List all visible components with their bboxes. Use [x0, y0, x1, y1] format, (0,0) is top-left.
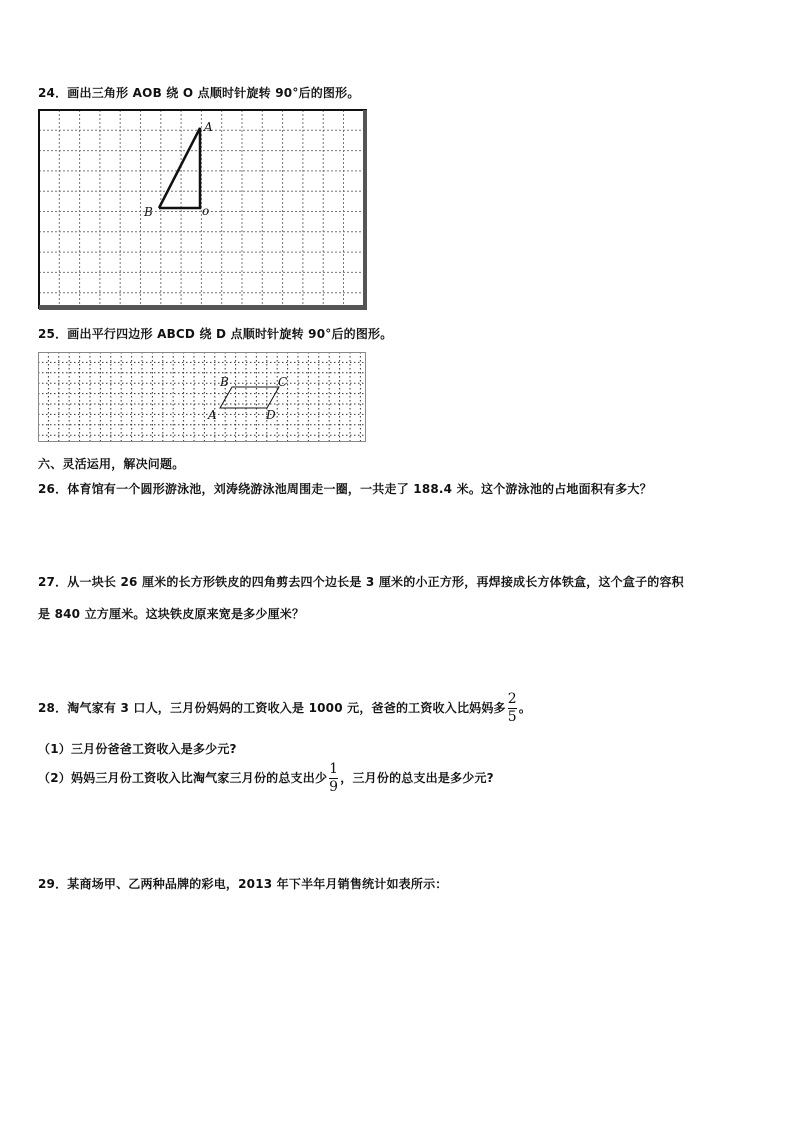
q28-text-after: 。 [518, 701, 532, 715]
q24-text: 24．画出三角形 AOB 绕 O 点顺时针旋转 90°后的图形。 [38, 86, 360, 100]
q24-label-o: o [202, 204, 210, 218]
q29-text: 29．某商场甲、乙两种品牌的彩电，2013 年下半年月销售统计如表所示： [38, 877, 448, 891]
q28-fraction [508, 692, 517, 725]
q27-text-line2: 是 840 立方厘米。这块铁皮原来宽是多少厘米？ [38, 607, 305, 621]
q24-label-a: A [204, 120, 213, 134]
q25-parallelogram-abcd [220, 387, 279, 408]
q25-grid-lines [38, 352, 365, 441]
q28-sub2 [38, 762, 494, 795]
q24-label-b: B [144, 205, 153, 219]
q25-text: 25．画出平行四边形 ABCD 绕 D 点顺时针旋转 90°后的图形。 [38, 327, 393, 341]
q28-frac-den: 5 [507, 709, 517, 725]
q28-sub2-frac-num: 1 [329, 761, 339, 777]
q24-grid-shadow-bottom [39, 305, 367, 310]
q25-label-d: D [266, 408, 276, 422]
q24-triangle-aob [159, 128, 200, 208]
q26-text: 26．体育馆有一个圆形游泳池，刘涛绕游泳池周围走一圈，一共走了 188.4 米。这个游泳池的占地面积有多大？ [38, 482, 652, 496]
q28-sub2-before: （2）妈妈三月份工资收入比淘气家三月份的总支出少 [38, 771, 328, 785]
q28-frac-num: 2 [507, 691, 517, 707]
q27-text-line1: 27．从一块长 26 厘米的长方形铁皮的四角剪去四个边长是 3 厘米的小正方形，再焊接成长方体铁盒，这个盒子的容积 [38, 575, 684, 589]
q25-label-b: B [220, 375, 229, 389]
q25-label-c: C [278, 375, 288, 389]
q24-grid-figure [37, 108, 371, 314]
q25-grid-figure [38, 352, 368, 444]
q28-sub2-fraction [329, 762, 338, 795]
q25-label-a: A [208, 408, 217, 422]
q28-text [38, 692, 531, 725]
q28-sub2-frac-den: 9 [329, 779, 339, 795]
q28-text-before: 28．淘气家有 3 口人，三月份妈妈的工资收入是 1000 元，爸爸的工资收入比妈妈多 [38, 701, 506, 715]
q25-grid-border [39, 353, 366, 442]
q28-sub1: （1）三月份爸爸工资收入是多少元? [38, 742, 237, 756]
q28-sub2-after: ，三月份的总支出是多少元? [340, 771, 494, 785]
section6-title: 六、灵活运用，解决问题。 [38, 457, 185, 471]
q24-grid-shadow-right [363, 110, 367, 308]
